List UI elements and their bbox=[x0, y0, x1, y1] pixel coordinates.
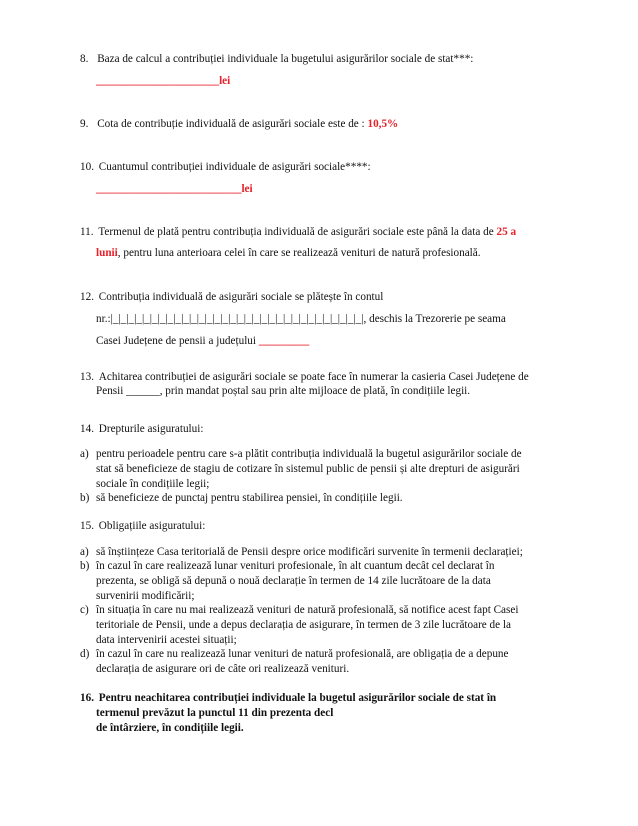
item-11-text-a: Termenul de plată pentru contribuția individuală de asigurări sociale este până la data de bbox=[98, 226, 494, 238]
item-14-a-line-3: sociale în condițiile legii; bbox=[96, 478, 210, 490]
item-15-title bbox=[80, 519, 560, 534]
item-11-line-1 bbox=[80, 225, 560, 240]
item-14-a-line-2: stat să beneficieze de stagiu de cotizare în sistemul public de pensii și alte drepturi de asigurări bbox=[96, 463, 520, 475]
item-15-b-line-1: în cazul în care realizează lunar venituri profesionale, în alt cuantum decât cel declarat în bbox=[96, 560, 495, 572]
item-13-text-1: Achitarea contribuției de asigurări sociale se poate face în numerar la casieria Casei Județene de bbox=[98, 371, 529, 383]
item-15-b-line-3: survenirii modificării; bbox=[96, 590, 195, 602]
item-15-heading: Obligațiile asiguratului: bbox=[98, 520, 206, 532]
item-14-b-label: b) bbox=[80, 492, 90, 504]
item-10-unit: lei bbox=[241, 183, 253, 195]
item-13-number: 13. bbox=[80, 371, 94, 383]
item-16-text-3: de întârziere, în condițiile legii. bbox=[96, 722, 244, 734]
item-9 bbox=[80, 117, 560, 132]
item-10-number: 10. bbox=[80, 161, 94, 173]
item-16-text-1: Pentru neachitarea contribuției individuale la bugetul asigurărilor sociale de stat în bbox=[98, 692, 497, 704]
item-12-line-3 bbox=[96, 334, 556, 349]
item-9-value: 10,5% bbox=[367, 118, 399, 130]
item-15-a-text: să înștiințeze Casa teritorială de Pensii despre orice modificări survenite în termenii declarației; bbox=[96, 546, 523, 558]
item-16-text-2: termenul prevăzut la punctul 11 din prezenta decl bbox=[96, 707, 334, 719]
item-14-a-line-1: pentru perioadele pentru care s-a plătit contribuția individuală la bugetul asigurărilor sociale de bbox=[96, 448, 522, 460]
item-9-text: Cota de contribuție individuală de asigurări sociale este de : bbox=[97, 118, 365, 130]
item-15-d-label: d) bbox=[80, 648, 90, 660]
item-15-c-line-3: data intervenirii acestei situații; bbox=[96, 634, 237, 646]
item-8-unit: lei bbox=[219, 75, 231, 87]
item-15-b-label: b) bbox=[80, 560, 90, 572]
item-15-c-line-1: în situația în care nu mai realizează venituri de natură profesională, să notifice acest fapt Casei bbox=[96, 604, 519, 616]
item-12-line-1 bbox=[80, 290, 560, 305]
item-12-text: Contribuția individuală de asigurări sociale se plătește în contul bbox=[98, 291, 384, 303]
item-16-line-1 bbox=[80, 691, 560, 706]
item-15-number: 15. bbox=[80, 520, 94, 532]
item-8-text: Baza de calcul a contribuției individuale la bugetului asigurărilor sociale de stat***: bbox=[97, 53, 474, 65]
item-12-account[interactable]: nr.:|_|_|_|_|_|_|_|_|_|_|_|_|_|_|_|_|_|_|_|_|_|_|_|_|_|_|_|_|_|_|_|_|, deschis la Trezorerie pe seama bbox=[96, 313, 506, 325]
item-10-answer bbox=[96, 182, 556, 197]
item-12-number: 12. bbox=[80, 291, 94, 303]
item-11-number: 11. bbox=[80, 226, 94, 238]
item-14-heading: Drepturile asiguratului: bbox=[98, 423, 204, 435]
item-15-a-label: a) bbox=[80, 546, 89, 558]
item-8-answer bbox=[96, 74, 556, 89]
item-15-b-line-2: prezenta, se obligă să depună o nouă declarație în termen de 14 zile lucrătoare de la data bbox=[96, 575, 491, 587]
item-9-number: 9. bbox=[80, 118, 89, 130]
item-11-value-a: 25 a bbox=[496, 226, 517, 238]
item-14-a-label: a) bbox=[80, 448, 89, 460]
item-15-d-line-2: declarația de asigurare ori de câte ori realizează venituri. bbox=[96, 663, 350, 675]
item-8-number: 8. bbox=[80, 53, 89, 65]
item-13-text-2: Pensii ______, prin mandat poștal sau prin alte mijloace de plată, în condițiile legii. bbox=[96, 385, 471, 397]
item-14-b-text: să beneficieze de punctaj pentru stabilirea pensiei, în condițiile legii. bbox=[96, 492, 403, 504]
item-16-number: 16. bbox=[80, 692, 94, 704]
item-12-county-blank[interactable]: _________ bbox=[258, 335, 310, 347]
item-8-blank[interactable]: ______________________ bbox=[96, 75, 220, 87]
item-11-line-2 bbox=[96, 246, 556, 261]
item-15-c-line-2: teritoriale de Pensii, unde a depus declarația de asigurare, în termen de 3 zile lucrătoare de la bbox=[96, 619, 511, 631]
item-10 bbox=[80, 160, 560, 175]
item-14-title bbox=[80, 422, 560, 437]
item-10-text: Cuantumul contribuției individuale de asigurări sociale****: bbox=[98, 161, 371, 173]
item-14-number: 14. bbox=[80, 423, 94, 435]
item-8 bbox=[80, 52, 560, 67]
item-13-line-1 bbox=[80, 370, 560, 385]
item-15-c-label: c) bbox=[80, 604, 89, 616]
item-10-blank[interactable]: __________________________ bbox=[96, 183, 242, 195]
item-11-value-b: lunii bbox=[96, 247, 118, 259]
item-15-d-line-1: în cazul în care nu realizează lunar venituri de natură profesională, are obligația de a depune bbox=[96, 648, 509, 660]
item-11-text-b: , pentru luna anterioara celei în care se realizează venituri de natură profesională. bbox=[117, 247, 481, 259]
item-12-county-text: Casei Județene de pensii a județului bbox=[96, 335, 257, 347]
